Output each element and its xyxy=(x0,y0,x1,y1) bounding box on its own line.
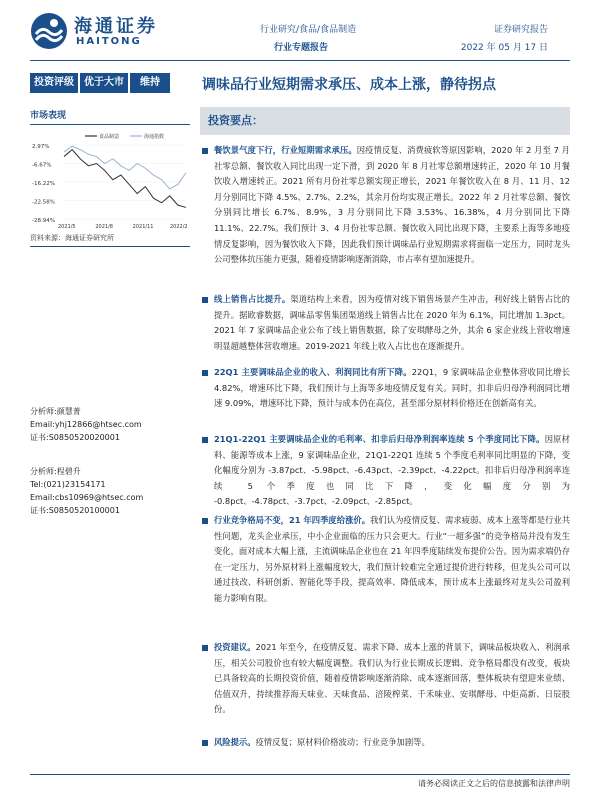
y-tick-label: 2.97% xyxy=(32,144,50,150)
x-tick-label: 2021/8 xyxy=(95,224,113,230)
bullet-item xyxy=(200,513,570,607)
bullet-text: 因原材料、能源等成本上涨，9 家调味品企业，21Q1-22Q1 连续 5 个季度毛利率同比明显的下降，变化幅度分别为 -3.87pct、-5.98pct、-6.43pct、-2.39pct、-4.22pct。扣非后归母净利润率连续 5 个季度也同比下降，变化幅度分别为 -0.8pct、-4.78pct、-3.7pct、-2.09pct、-2.85pct。 xyxy=(214,434,570,507)
report-type: 行业专题报告 xyxy=(274,43,329,53)
legend-label: 食品制造 xyxy=(99,134,120,140)
rating-label: 投资评级 xyxy=(30,73,80,93)
report-category: 行业研究/食品/食品制造 xyxy=(260,25,357,35)
legend-label: 海通指数 xyxy=(144,134,165,140)
bullet-item xyxy=(200,365,570,412)
haitong-logo xyxy=(30,12,180,52)
series-line-1 xyxy=(64,146,186,189)
y-tick-label: -22.58% xyxy=(32,199,55,206)
rating-action: 维持 xyxy=(130,73,172,93)
market-chart xyxy=(30,131,190,231)
bullet-heading: 线上销售占比提升。 xyxy=(214,294,291,304)
bullet-item xyxy=(200,640,570,718)
market-section-label: 市场表现 xyxy=(30,108,190,125)
rating-value: 优于大市 xyxy=(80,73,130,93)
bullet-heading: 行业竞争格局不变，21 年四季度给涨价。 xyxy=(214,515,371,525)
analyst-2-name: 分析师:程碧升 xyxy=(30,467,81,476)
haitong-logo-icon xyxy=(30,12,68,50)
bullet-item xyxy=(200,292,570,354)
key-points xyxy=(200,107,570,135)
bullet-text: 疫情反复；原材料价格波动；行业竞争加剧等。 xyxy=(255,737,430,747)
x-tick-label: 2021/5 xyxy=(58,224,76,230)
analyst-block-1 xyxy=(30,405,190,444)
footer-disclaimer: 请务必阅读正文之后的信息披露和法律声明 xyxy=(418,779,570,788)
analyst-1-cert: 证书:S0850520020001 xyxy=(30,433,120,442)
report-label: 证券研究报告 xyxy=(493,25,548,35)
analyst-2-tel: Tel:(021)23154171 xyxy=(30,480,106,489)
y-tick-label: -16.22% xyxy=(32,181,55,187)
analyst-1-name: 分析师:颜慧菁 xyxy=(30,407,81,416)
y-tick-label: -6.67% xyxy=(32,162,52,169)
logo-chinese: 海通证券 xyxy=(74,16,158,37)
x-tick-label: 2022/2 xyxy=(170,224,188,230)
key-points-heading: 投资要点： xyxy=(200,107,570,135)
bullet-heading: 21Q1-22Q1 主要调味品企业的毛利率、扣非后归母净利润率连续 5 个季度同比下降。 xyxy=(214,434,545,444)
logo-english: HAITONG xyxy=(76,36,142,47)
bullet-heading: 风险提示。 xyxy=(214,737,256,747)
bullet-heading: 餐饮景气度下行，行业短期需求承压。 xyxy=(214,145,357,155)
rating-bar xyxy=(30,73,172,93)
bullet-heading: 投资建议。 xyxy=(214,642,256,652)
page-title: 调味品行业短期需求承压、成本上涨，静待拐点 xyxy=(202,77,496,93)
series-line-0 xyxy=(64,150,186,208)
y-tick-label: -28.94% xyxy=(32,218,55,224)
market-line-chart xyxy=(30,131,190,231)
x-tick-label: 2021/11 xyxy=(132,224,154,230)
bullet-heading: 22Q1 主要调味品企业的收入、利润同比有所下降。 xyxy=(214,367,412,377)
bullet-item xyxy=(200,735,570,751)
chart-source: 资料来源：海通证券研究所 xyxy=(30,233,190,247)
bullet-text: 我们认为疫情反复、需求疲弱、成本上涨等都是行业共性问题，龙头企业承压，中小企业面临的压力只会更大。行业“一超多强”的竞争格局并没有发生变化，面对成本大幅上涨，主流调味品企业也在 21 年四季度陆续发布提价公告。因为需求端仍存在一定压力，另外原材料上涨幅度较大，我们预计较难完全通过提价进行转移，但龙头公司可以通过技改、科研创新、智能化等手段，提高效率、降低成本，预计成本上涨最终对龙头公司盈利能力影响有限。 xyxy=(214,515,571,603)
page-header xyxy=(0,0,600,60)
bullet-item xyxy=(200,432,570,510)
bullet-text: 2021 年至今，在疫情反复、需求下降、成本上涨的背景下，调味品板块收入、利润承压，相关公司股价也有较大幅度调整。我们认为行业长期成长逻辑、竞争格局都没有改变，板块已具备较高的长期投资价值，随着疫情影响逐渐消除、成本逐渐回落，整体板块有望迎来业绩、估值双升，持续推荐海天味业、天味食品、涪陵榨菜、千禾味业、安琪酵母、中炬高新、日辰股份。 xyxy=(214,642,570,715)
report-date: 2022 年 05 月 17 日 xyxy=(460,43,548,53)
bullet-item xyxy=(200,143,570,268)
bullet-text: 因疫情反复、消费疲软等原因影响，2020 年 2 月至 7 月社零总额、餐饮收入同比出现一定下滑，到 2020 年 8 月社零总额增速转正，2020 年 10 月餐饮收入增速转正。2021 所有月份社零总额实现正增长，2021 年餐饮收入在 8 月、11 月、12 月分别同比下降 4.5%、2.7%、2.2%，其余月份均实现正增长。2022 年 2 月社零总额、餐饮分别同比增长 6.7%、8.9%，3 月分别同比下降 3.53%、16.38%，4 月分别同比下降 11.1%、22.7%。我们预计 3、4 月份社零总额、餐饮收入同比出现下降，主要系上海等多地疫情反复影响，因为餐饮收入下降，因此我们预计调味品行业短期需求将面临一定压力，同时龙头公司整体抗压能力更强，随着疫情影响逐渐消除，市占率有望加速提升。 xyxy=(214,145,570,265)
bullet-text: 渠道结构上来看，因为疫情对线下销售场景产生冲击，利好线上销售占比的提升。据欧睿数据，调味品零售集团渠道线上销售占比在 2020 年为 6.1%，同比增加 1.3pct。2021 年 7 家调味品企业公布了线上销售数据，除了安琪酵母之外，其余 6 家企业线上营收增速明显超越整体营收增速。2019-2021 年线上收入占比也在逐渐提升。 xyxy=(214,294,570,351)
market-performance xyxy=(30,100,190,247)
analyst-2-cert: 证书:S0850520100001 xyxy=(30,506,120,515)
footer-divider xyxy=(30,774,570,775)
header-divider xyxy=(30,60,570,61)
analyst-2-email: Email:cbs10969@htsec.com xyxy=(30,493,144,502)
bullet-text: 22Q1，9 家调味品企业整体营收同比增长 4.82%，增速环比下降，我们预计与上海等多地疫情反复有关。同时，扣非后归母净利润同比增速 9.09%，增速环比下降，预计与成本仍在高位，甚至部分原材料价格还在创新高有关。 xyxy=(214,367,570,409)
analyst-1-email: Email:yhj12866@htsec.com xyxy=(30,420,142,429)
analyst-block-2 xyxy=(30,465,190,517)
